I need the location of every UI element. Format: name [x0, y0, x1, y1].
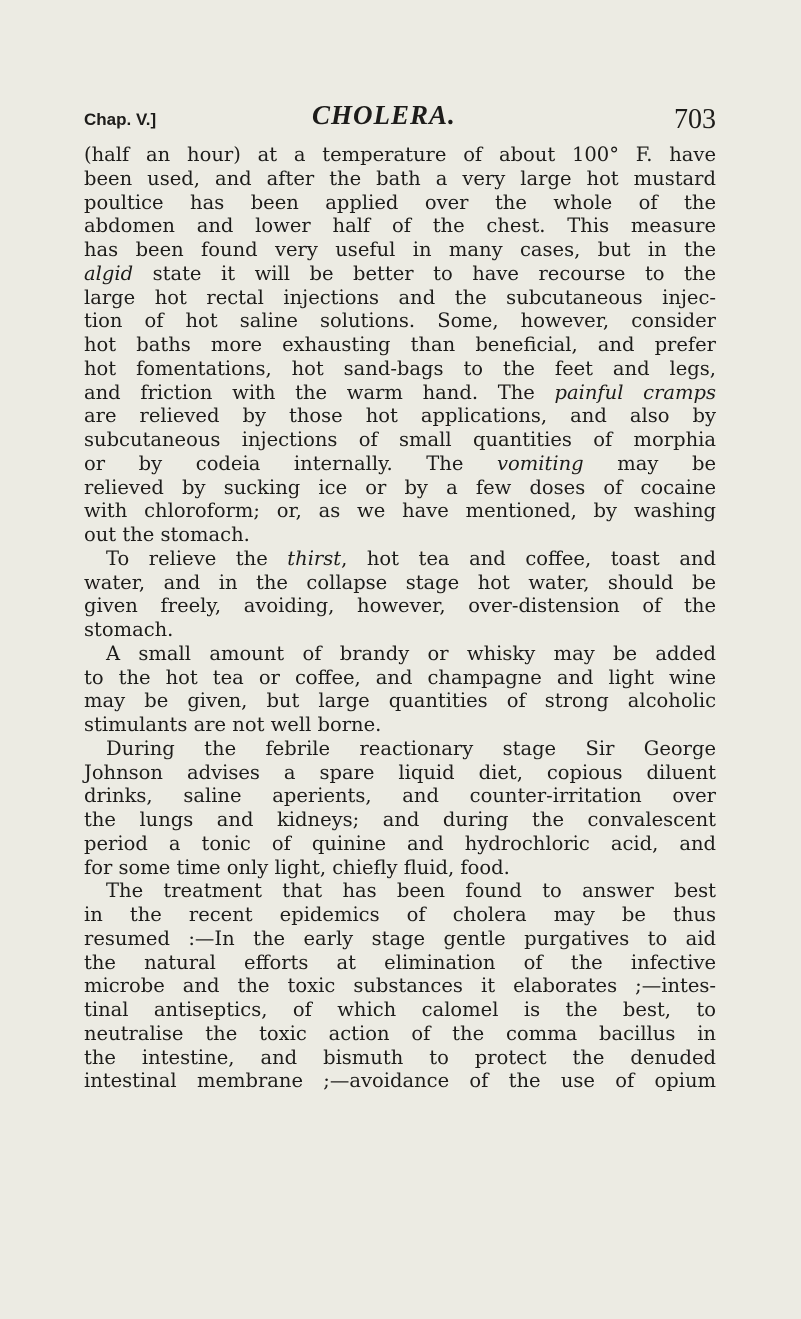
text-line — [84, 214, 716, 238]
running-header — [84, 100, 716, 136]
text-segment: poultice has been applied over the whole of the — [84, 190, 716, 214]
text-line — [84, 381, 716, 405]
text-line — [84, 309, 716, 333]
text-segment: hot fomentations, hot sand-bags to the feet and legs, — [84, 356, 716, 380]
italic-term: algid — [84, 261, 134, 285]
text-segment: microbe and the toxic substances it elaborates ;—intes- — [84, 974, 716, 998]
text-line — [84, 523, 716, 547]
text-line — [84, 167, 716, 191]
text-segment: water, and in the collapse stage hot water, should be — [84, 570, 716, 594]
page-number: 703 — [674, 104, 716, 135]
text-segment: may be given, but large quantities of strong alcoholic — [84, 689, 716, 713]
text-segment: out the stomach. — [84, 523, 250, 546]
text-line — [84, 594, 716, 618]
text-line — [84, 238, 716, 262]
text-line — [84, 974, 716, 998]
text-line — [84, 143, 716, 167]
text-segment: subcutaneous injections of small quantities of morphia — [84, 428, 716, 451]
text-segment: period a tonic of quinine and hydrochloric acid, and — [84, 831, 716, 855]
text-line — [84, 618, 716, 642]
text-segment: drinks, saline aperients, and counter-irritation over — [84, 784, 716, 808]
text-segment: During the febrile reactionary stage Sir George — [106, 736, 716, 760]
text-line — [84, 856, 716, 880]
text-segment: (half an hour) at a temperature of about 100° F. have — [84, 143, 716, 166]
text-line — [84, 761, 716, 785]
text-segment: state it will be better to have recourse to the — [133, 261, 716, 285]
text-line — [84, 1069, 716, 1093]
text-line — [84, 499, 716, 523]
text-segment: stomach. — [84, 618, 174, 641]
text-line — [84, 476, 716, 500]
text-segment: tinal antiseptics, of which calomel is the best, to — [84, 998, 716, 1021]
text-line — [84, 689, 716, 713]
text-segment: Johnson advises a spare liquid diet, copious diluent — [84, 760, 716, 784]
text-segment: been used, and after the bath a very large hot mustard — [84, 166, 716, 190]
text-segment: given freely, avoiding, however, over-distension of the — [84, 594, 716, 618]
running-title: CHOLERA. — [312, 100, 456, 130]
body-text — [84, 143, 716, 1093]
text-line — [84, 713, 716, 737]
text-segment: large hot rectal injections and the subcutaneous injec- — [84, 285, 716, 309]
text-line — [84, 547, 716, 571]
text-line — [84, 832, 716, 856]
text-segment: intestinal membrane ;—avoidance of the use of opium — [84, 1069, 716, 1093]
text-segment: with chloroform; or, as we have mentioned, by washing — [84, 499, 716, 523]
text-line — [84, 951, 716, 975]
text-line — [84, 571, 716, 595]
text-segment: relieved by sucking ice or by a few doses of cocaine — [84, 475, 716, 499]
text-line — [84, 262, 716, 286]
text-line — [84, 191, 716, 215]
text-line — [84, 998, 716, 1022]
text-line — [84, 879, 716, 903]
text-segment: resumed :—In the early stage gentle purgatives to aid — [84, 926, 716, 950]
text-segment: in the recent epidemics of cholera may be thus — [84, 903, 716, 926]
italic-term: painful cramps — [554, 380, 716, 404]
text-line — [84, 1046, 716, 1070]
text-line — [84, 927, 716, 951]
text-segment: are relieved by those hot applications, and also by — [84, 404, 716, 428]
italic-term: thirst — [287, 546, 342, 570]
text-segment: may be — [583, 451, 716, 475]
text-segment: has been found very useful in many cases, but in the — [84, 238, 716, 261]
text-segment: and friction with the warm hand. The — [84, 380, 555, 404]
text-line — [84, 428, 716, 452]
text-segment: the natural efforts at elimination of the infective — [84, 950, 716, 974]
text-line — [84, 286, 716, 310]
chapter-label: Chap. V.] — [84, 110, 157, 129]
text-segment: the lungs and kidneys; and during the convalescent — [84, 808, 716, 831]
text-line — [84, 784, 716, 808]
text-segment: To relieve the — [106, 546, 288, 570]
text-line — [84, 404, 716, 428]
text-segment: for some time only light, chiefly fluid, food. — [84, 855, 510, 879]
text-line — [84, 357, 716, 381]
text-line — [84, 903, 716, 927]
italic-term: vomiting — [497, 451, 584, 475]
text-segment: stimulants are not well borne. — [84, 713, 382, 736]
text-line — [84, 808, 716, 832]
text-line — [84, 666, 716, 690]
text-segment: the intestine, and bismuth to protect the denuded — [84, 1045, 716, 1069]
text-line — [84, 333, 716, 357]
text-line — [84, 1022, 716, 1046]
text-segment: to the hot tea or coffee, and champagne and light wine — [84, 665, 716, 689]
text-line — [84, 737, 716, 761]
text-segment: abdomen and lower half of the chest. This measure — [84, 214, 716, 238]
text-segment: , hot tea and coffee, toast and — [341, 546, 716, 570]
text-segment: hot baths more exhausting than beneficial, and prefer — [84, 333, 716, 356]
text-segment: A small amount of brandy or whisky may be added — [106, 641, 716, 665]
text-segment: neutralise the toxic action of the comma bacillus in — [84, 1021, 716, 1045]
text-line — [84, 642, 716, 666]
text-segment: tion of hot saline solutions. Some, however, consider — [84, 309, 716, 333]
text-segment: or by codeia internally. The — [84, 451, 498, 475]
text-line — [84, 452, 716, 476]
text-segment: The treatment that has been found to answer best — [106, 879, 716, 903]
